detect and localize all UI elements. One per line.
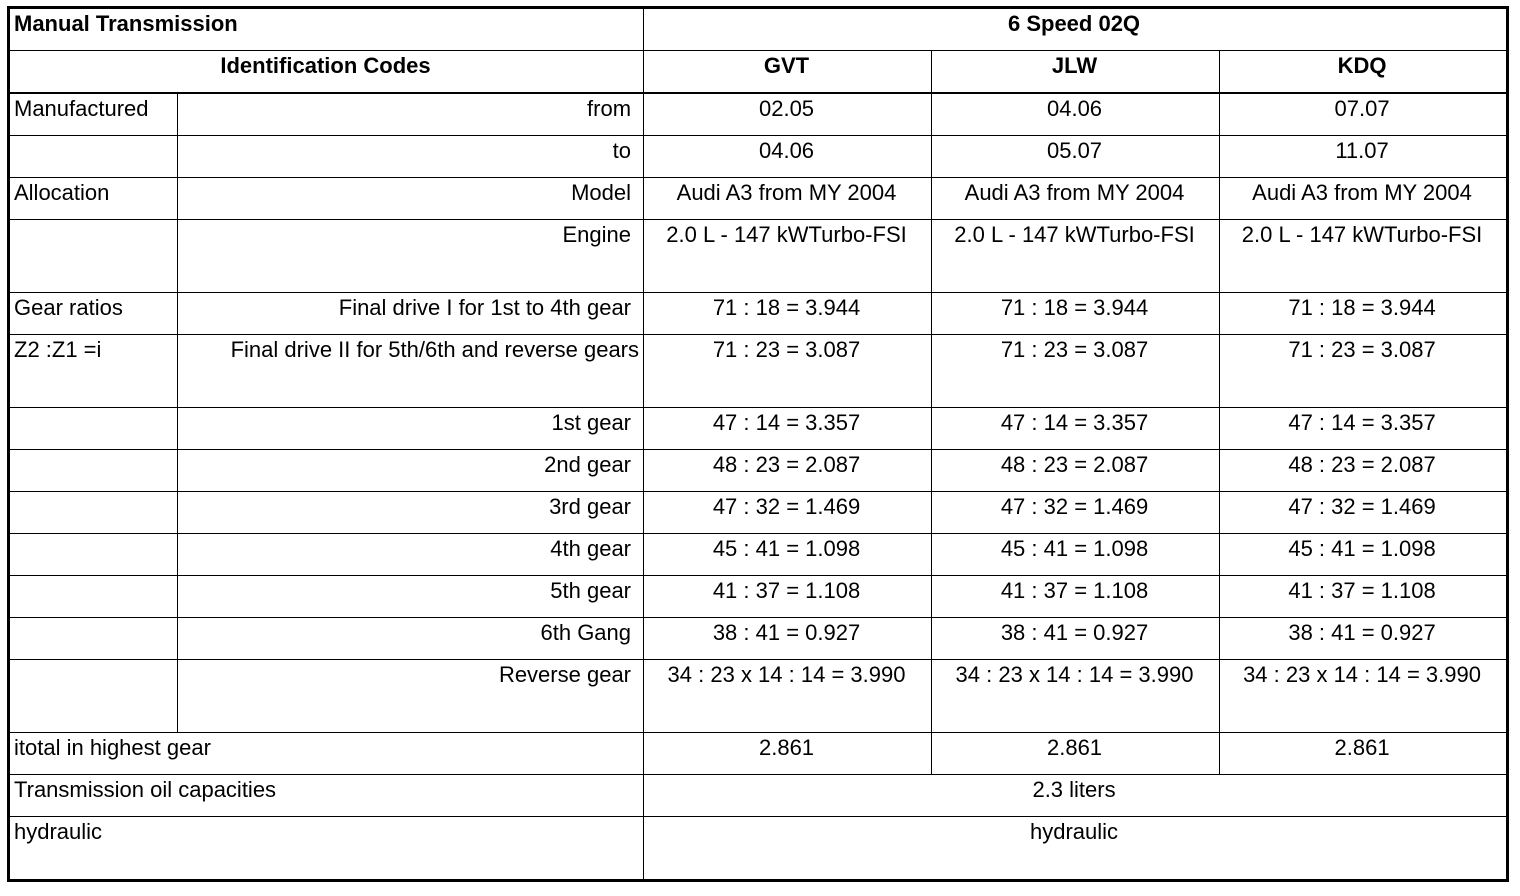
row-label: Final drive I for 1st to 4th gear bbox=[178, 293, 644, 335]
row-label: to bbox=[178, 136, 644, 178]
group-label bbox=[9, 408, 178, 450]
code-jlw: JLW bbox=[932, 51, 1220, 94]
cell-value: 45 : 41 = 1.098 bbox=[932, 534, 1220, 576]
group-label: Manufactured bbox=[9, 93, 178, 136]
group-label bbox=[9, 534, 178, 576]
cell-value: 47 : 14 = 3.357 bbox=[644, 408, 932, 450]
cell-value: 2.3 liters bbox=[644, 775, 1508, 817]
group-label: Allocation bbox=[9, 178, 178, 220]
cell-value: 2.861 bbox=[644, 733, 932, 775]
group-label bbox=[9, 660, 178, 733]
cell-value: 47 : 14 = 3.357 bbox=[932, 408, 1220, 450]
cell-value: Audi A3 from MY 2004 bbox=[932, 178, 1220, 220]
row-label: from bbox=[178, 93, 644, 136]
table-row bbox=[9, 408, 1508, 450]
cell-value: 45 : 41 = 1.098 bbox=[1220, 534, 1508, 576]
cell-value: 71 : 23 = 3.087 bbox=[932, 335, 1220, 408]
row-label: 2nd gear bbox=[178, 450, 644, 492]
cell-value: 34 : 23 x 14 : 14 = 3.990 bbox=[932, 660, 1220, 733]
cell-value: 47 : 32 = 1.469 bbox=[644, 492, 932, 534]
table-row bbox=[9, 220, 1508, 293]
row-label: Reverse gear bbox=[178, 660, 644, 733]
table-row bbox=[9, 618, 1508, 660]
cell-value: 47 : 32 = 1.469 bbox=[932, 492, 1220, 534]
cell-value: 2.861 bbox=[1220, 733, 1508, 775]
cell-value: 71 : 18 = 3.944 bbox=[644, 293, 932, 335]
cell-value: 41 : 37 = 1.108 bbox=[644, 576, 932, 618]
row-label: hydraulic bbox=[9, 817, 644, 881]
cell-value: 38 : 41 = 0.927 bbox=[1220, 618, 1508, 660]
cell-value: 38 : 41 = 0.927 bbox=[932, 618, 1220, 660]
codes-row bbox=[9, 51, 1508, 94]
table-row bbox=[9, 817, 1508, 881]
cell-value: 41 : 37 = 1.108 bbox=[932, 576, 1220, 618]
cell-value: 71 : 18 = 3.944 bbox=[1220, 293, 1508, 335]
cell-value: 2.0 L - 147 kWTurbo-FSI bbox=[932, 220, 1220, 293]
cell-value: 71 : 23 = 3.087 bbox=[1220, 335, 1508, 408]
group-label bbox=[9, 492, 178, 534]
cell-value: 71 : 23 = 3.087 bbox=[644, 335, 932, 408]
row-label: itotal in highest gear bbox=[9, 733, 644, 775]
row-label: Engine bbox=[178, 220, 644, 293]
cell-value: 48 : 23 = 2.087 bbox=[1220, 450, 1508, 492]
cell-value: 04.06 bbox=[644, 136, 932, 178]
group-label bbox=[9, 220, 178, 293]
cell-value: 34 : 23 x 14 : 14 = 3.990 bbox=[644, 660, 932, 733]
cell-value: 38 : 41 = 0.927 bbox=[644, 618, 932, 660]
table-row bbox=[9, 450, 1508, 492]
cell-value: 07.07 bbox=[1220, 93, 1508, 136]
cell-value: hydraulic bbox=[644, 817, 1508, 881]
table-row bbox=[9, 492, 1508, 534]
code-gvt: GVT bbox=[644, 51, 932, 94]
table-row bbox=[9, 660, 1508, 733]
table-row bbox=[9, 335, 1508, 408]
cell-value: 02.05 bbox=[644, 93, 932, 136]
code-kdq: KDQ bbox=[1220, 51, 1508, 94]
row-label: 5th gear bbox=[178, 576, 644, 618]
group-label bbox=[9, 618, 178, 660]
identification-codes-label: Identification Codes bbox=[9, 51, 644, 94]
cell-value: Audi A3 from MY 2004 bbox=[644, 178, 932, 220]
cell-value: 11.07 bbox=[1220, 136, 1508, 178]
table-row bbox=[9, 576, 1508, 618]
row-label: Model bbox=[178, 178, 644, 220]
row-label: 3rd gear bbox=[178, 492, 644, 534]
group-label bbox=[9, 450, 178, 492]
row-label: Transmission oil capacities bbox=[9, 775, 644, 817]
group-label bbox=[9, 136, 178, 178]
cell-value: 47 : 14 = 3.357 bbox=[1220, 408, 1508, 450]
cell-value: 2.0 L - 147 kWTurbo-FSI bbox=[644, 220, 932, 293]
cell-value: 47 : 32 = 1.469 bbox=[1220, 492, 1508, 534]
table-row bbox=[9, 178, 1508, 220]
transmission-type: 6 Speed 02Q bbox=[644, 8, 1508, 51]
table-row bbox=[9, 93, 1508, 136]
cell-value: 05.07 bbox=[932, 136, 1220, 178]
cell-value: 2.861 bbox=[932, 733, 1220, 775]
cell-value: 34 : 23 x 14 : 14 = 3.990 bbox=[1220, 660, 1508, 733]
table-row bbox=[9, 293, 1508, 335]
group-label bbox=[9, 576, 178, 618]
cell-value: 48 : 23 = 2.087 bbox=[932, 450, 1220, 492]
cell-value: Audi A3 from MY 2004 bbox=[1220, 178, 1508, 220]
row-label: 1st gear bbox=[178, 408, 644, 450]
cell-value: 45 : 41 = 1.098 bbox=[644, 534, 932, 576]
table-row bbox=[9, 733, 1508, 775]
table-title: Manual Transmission bbox=[9, 8, 644, 51]
transmission-spec-table bbox=[7, 6, 1509, 882]
cell-value: 41 : 37 = 1.108 bbox=[1220, 576, 1508, 618]
row-label: Final drive II for 5th/6th and reverse gears bbox=[178, 335, 644, 408]
header-row bbox=[9, 8, 1508, 51]
group-label: Gear ratios bbox=[9, 293, 178, 335]
cell-value: 04.06 bbox=[932, 93, 1220, 136]
table-row bbox=[9, 775, 1508, 817]
row-label: 6th Gang bbox=[178, 618, 644, 660]
cell-value: 71 : 18 = 3.944 bbox=[932, 293, 1220, 335]
table-row bbox=[9, 136, 1508, 178]
row-label: 4th gear bbox=[178, 534, 644, 576]
table-row bbox=[9, 534, 1508, 576]
cell-value: 48 : 23 = 2.087 bbox=[644, 450, 932, 492]
cell-value: 2.0 L - 147 kWTurbo-FSI bbox=[1220, 220, 1508, 293]
group-label: Z2 :Z1 =i bbox=[9, 335, 178, 408]
